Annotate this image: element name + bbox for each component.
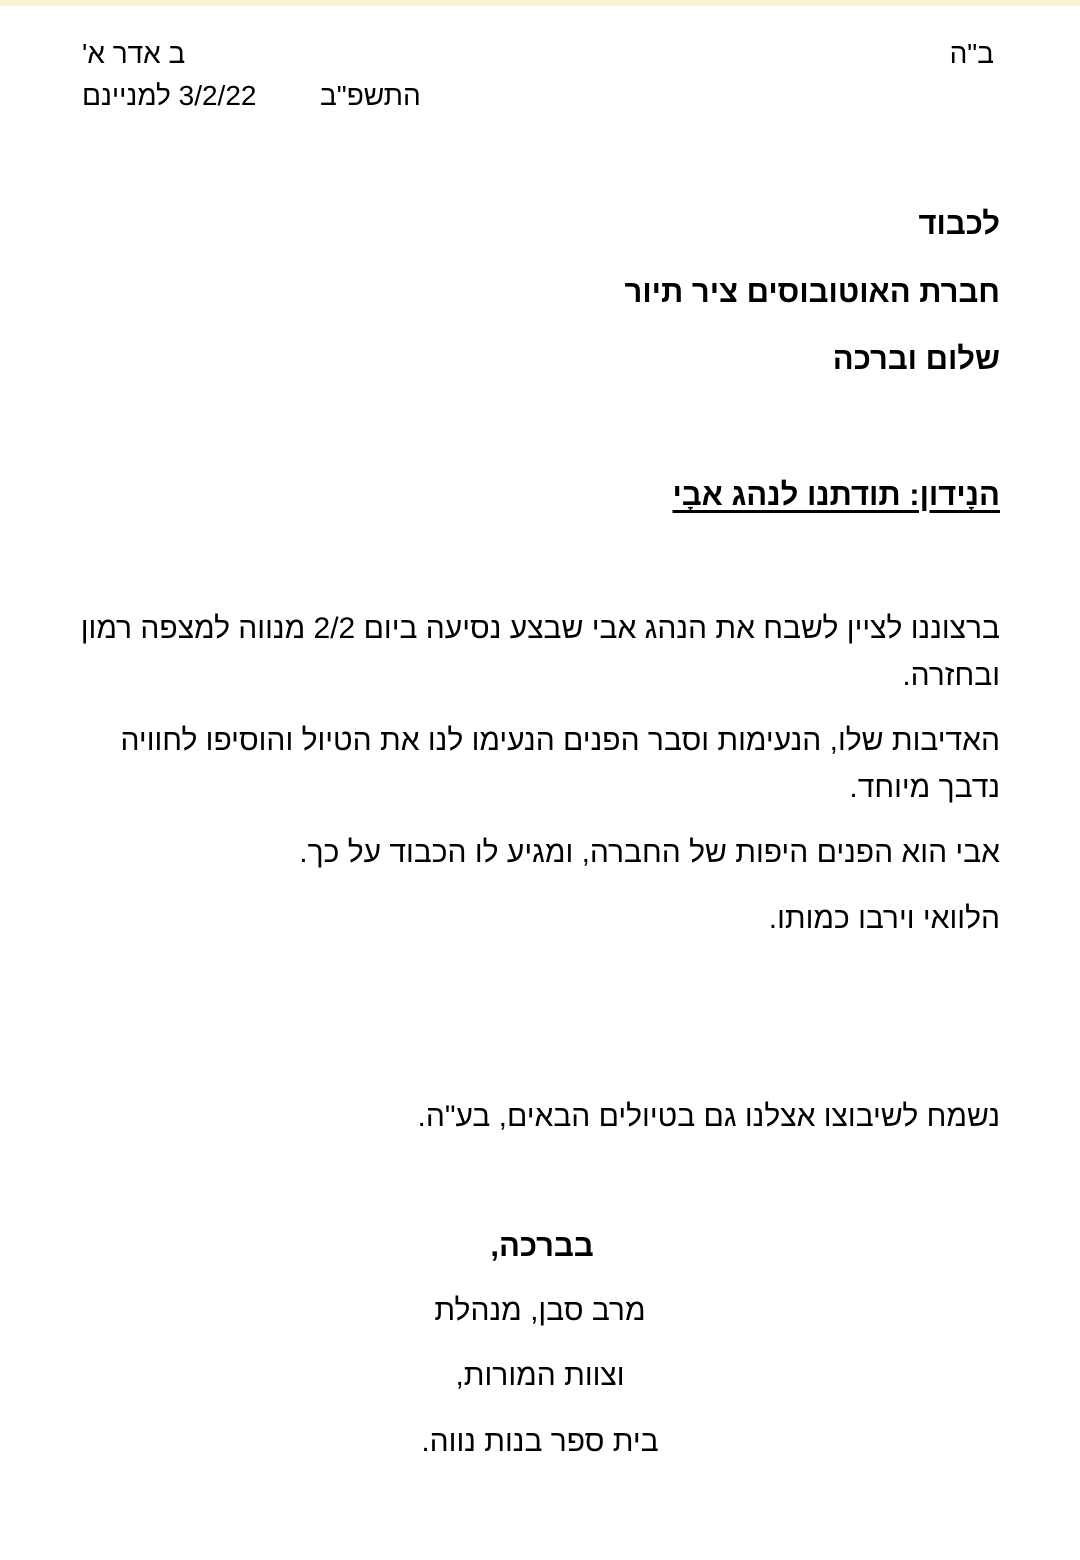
signature-name: מרב סבן, מנהלת <box>434 1294 646 1327</box>
body-paragraph: הלוואי וירבו כמותו. <box>768 902 1000 935</box>
letter-subject: הנָידון: תודתנו לנהג אבָי <box>672 477 1000 512</box>
signature-closing: בברכה, <box>490 1228 594 1263</box>
body-paragraph: האדיבות שלו, הנעימות וסבר הפנים הנעימו לנו את הטיול והוסיפו לחוויה נדבך מיוחד. <box>120 724 1000 804</box>
body-paragraph: אבי הוא הפנים היפות של החברה, ומגיע לו הכבוד על כך. <box>299 836 1000 869</box>
hebrew-year: התשפ"ב <box>320 80 421 111</box>
signature-school: בית ספר בנות נווה. <box>421 1425 659 1458</box>
body-paragraph: נשמח לשיבוצו אצלנו גם בטיולים הבאים, בע"ה. <box>417 1100 1000 1133</box>
gregorian-date: 3/2/22 למניינם <box>82 80 257 111</box>
recipient-company: חברת האוטובוסים ציר תיור <box>624 274 1000 309</box>
hebrew-date: ב אדר א' <box>82 38 186 69</box>
bh-header: ב"ה <box>949 38 994 69</box>
body-paragraph: ברצוננו לציין לשבח את הנהג אבי שבצע נסיעה ביום 2/2 מנווה למצפה רמון ובחזרה. <box>80 612 1000 692</box>
recipient-greeting: שלום וברכה <box>832 341 1000 376</box>
recipient-salutation: לכבוד <box>918 206 1000 241</box>
signature-staff: וצוות המורות, <box>455 1359 625 1392</box>
